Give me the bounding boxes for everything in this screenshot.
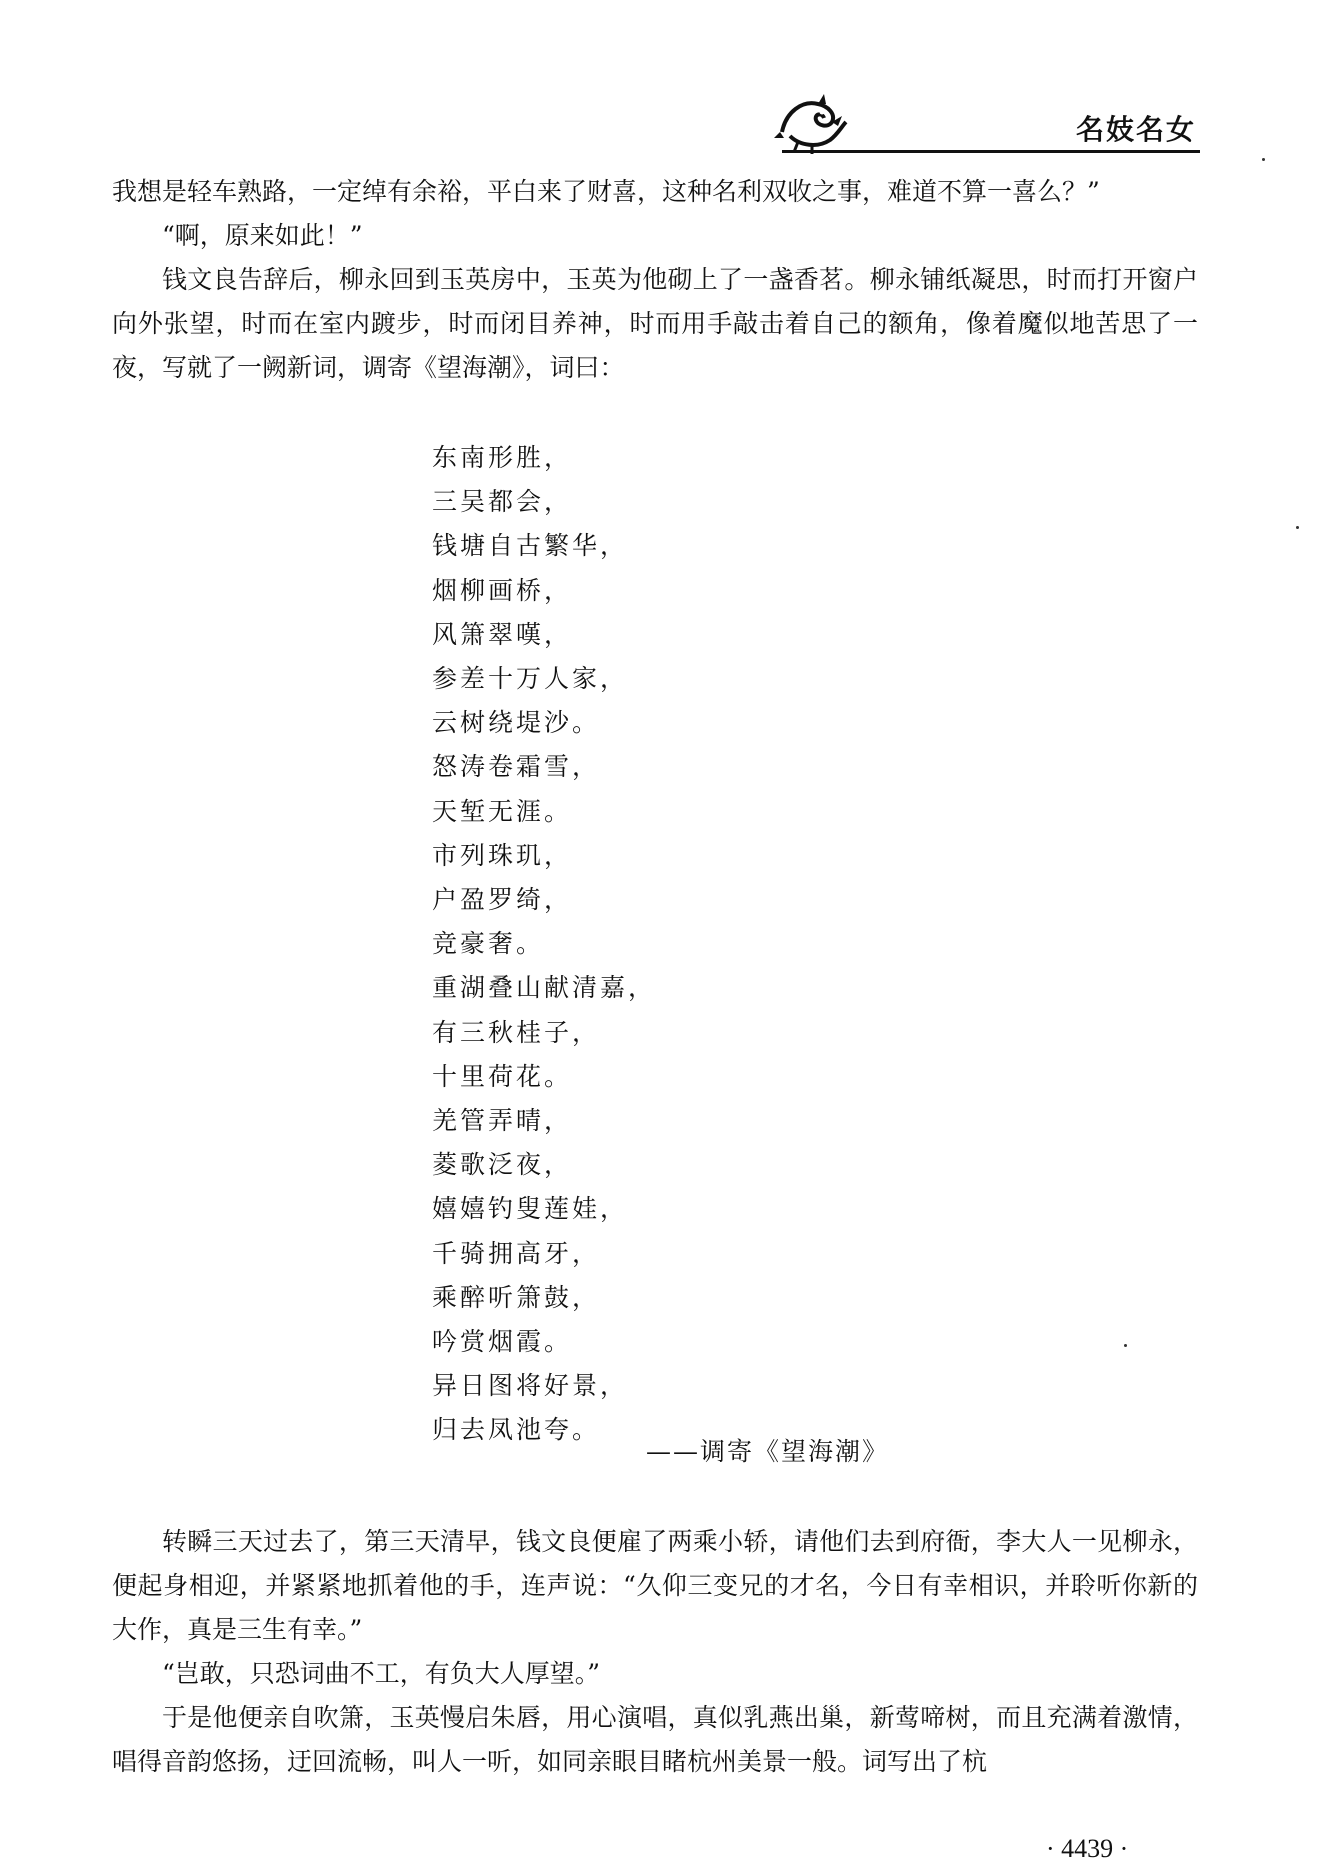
poem-line: 十里荷花。 (432, 1061, 573, 1091)
paragraph: 于是他便亲自吹箫，玉英慢启朱唇，用心演唱，真似乳燕出巢，新莺啼树，而且充满着激情，唱得音韵悠扬，迂回流畅，叫人一听，如同亲眼目睹杭州美景一般。词写出了杭 (112, 1703, 1198, 1776)
scan-speck (1262, 158, 1265, 161)
poem-attribution: ——调寄《望海潮》 (646, 1437, 890, 1466)
poem-line: 怒涛卷霜雪， (432, 752, 601, 782)
poem-line: 乘醉听箫鼓， (432, 1282, 601, 1312)
scan-speck (1124, 1344, 1127, 1347)
poem-line: 参差十万人家， (432, 664, 629, 694)
body-text-bottom (112, 1520, 1198, 1784)
poem-line: 有三秋桂子， (432, 1017, 601, 1047)
paragraph: “啊，原来如此！” (162, 221, 363, 250)
paragraph: 我想是轻车熟路，一定绰有余裕，平白来了财喜，这种名利双收之事，难道不算一喜么？” (112, 177, 1100, 206)
poem-line: 三吴都会， (432, 487, 573, 517)
poem-line: 羌管弄晴， (432, 1106, 573, 1136)
poem-line: 户盈罗绮， (432, 885, 573, 915)
poem-line: 风箫翠嘆， (432, 619, 573, 649)
paragraph: “岂敢，只恐词曲不工，有负大人厚望。” (162, 1659, 601, 1688)
poem-line: 市列珠玑， (432, 840, 573, 870)
page-number: · 4439 · (1046, 1834, 1129, 1863)
poem-line: 竞豪奢。 (432, 929, 545, 959)
paragraph: 转瞬三天过去了，第三天清早，钱文良便雇了两乘小轿，请他们去到府衙，李大人一见柳永，便起身相迎，并紧紧地抓着他的手，连声说：“久仰三变兄的才名，今日有幸相识，并聆听你新的大作，真是三生有幸。” (112, 1527, 1198, 1644)
poem-line: 千骑拥高牙， (432, 1238, 601, 1268)
poem-line: 归去凤池夸。 (432, 1415, 601, 1445)
poem-line: 天堑无涯。 (432, 796, 573, 826)
poem-line: 吟赏烟霞。 (432, 1327, 573, 1357)
running-header-title: 名妓名女 (1075, 113, 1196, 146)
poem-line: 东南形胜， (432, 443, 573, 472)
dragon-emblem-icon (772, 92, 852, 154)
poem-line: 菱歌泛夜， (432, 1150, 573, 1180)
poem-line: 钱塘自古繁华， (432, 531, 629, 561)
poem-line: 云树绕堤沙。 (432, 708, 601, 738)
poem-line: 嬉嬉钓叟莲娃， (432, 1194, 629, 1224)
poem (432, 436, 656, 1453)
scan-speck (1296, 526, 1299, 529)
paragraph: 钱文良告辞后，柳永回到玉英房中，玉英为他砌上了一盏香茗。柳永铺纸凝思，时而打开窗户向外张望，时而在室内踱步，时而闭目养神，时而用手敲击着自己的额角，像着魔似地苦思了一夜，写就了一阙新词，调寄《望海潮》，词曰： (112, 265, 1198, 382)
header-rule (782, 150, 1200, 153)
poem-line: 异日图将好景， (432, 1371, 629, 1401)
poem-line: 烟柳画桥， (432, 575, 573, 605)
poem-line: 重湖叠山献清嘉， (432, 973, 657, 1003)
body-text-top (112, 170, 1198, 390)
